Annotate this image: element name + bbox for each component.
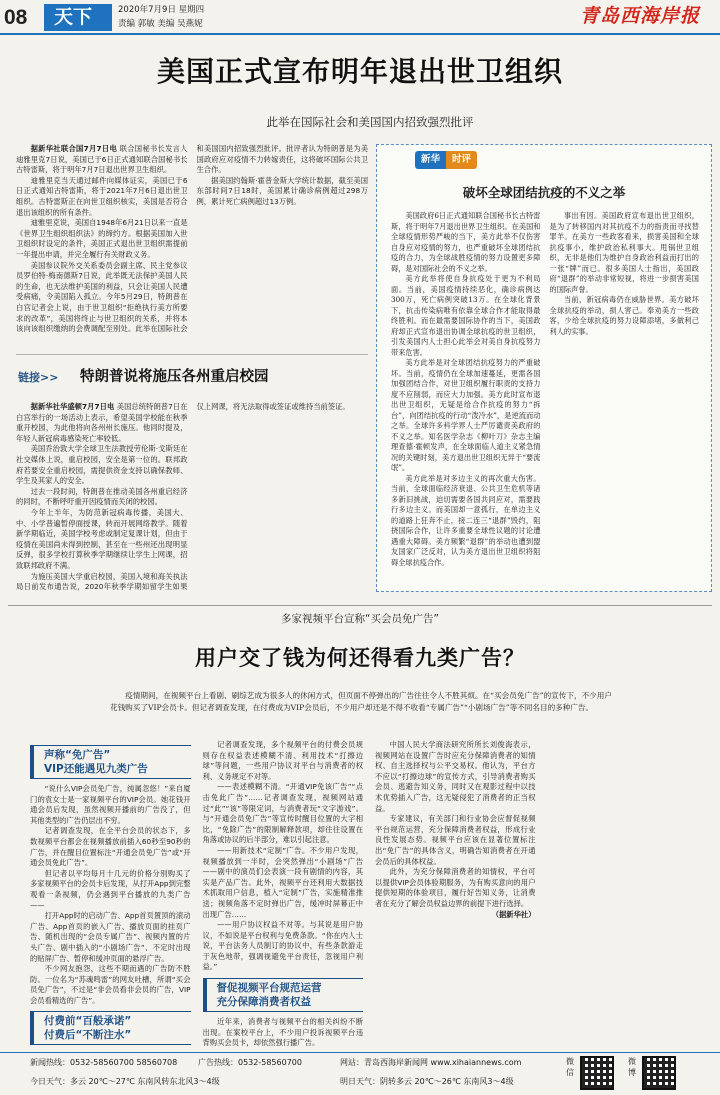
- paragraph-text: 中国人民大学商法研究所所长刘俊海表示，视频网站在设置广告时应充分保障消费者的知情权、自主选择权与公平交易权。他认为，平台方不应以“打擦边球”的宣传方式，引导消费者购买会员、逃避告知义务，同时又在观影过程中以技术优势插入广告，这无疑侵犯了消费者的正当权益。: [375, 740, 536, 813]
- paragraph-text: 美国总统特朗普7日在白宫举行的一场活动上表示，希望美国学校能在秋季重开校园，为此他将向各州州长施压。他同时提及，年轻人新冠病毒感染死亡率较低。: [16, 402, 188, 443]
- paragraph-text: 记者调查发现，多个视频平台的付费会员规则存在权益表述模糊不清、利用技术“打擦边球”等问题，一些用户协议对平台与消费者的权利、义务规定不对等。: [202, 740, 363, 781]
- article2-title: 特朗普说将施压各州重启校园: [80, 369, 269, 385]
- subheading-line: 付费后“不断注水”: [44, 1029, 132, 1042]
- subheading-line: 督促视频平台规范运营: [216, 982, 322, 995]
- footer-news-hotline: 新闻热线：0532-58560700 58560708: [30, 1058, 178, 1067]
- paragraph: [16, 508, 188, 572]
- paragraph-text: ——用新技术“定制”广告。不少用户发现，视频播放到一半时，会突然弹出“小剧场”广告——剧中的演员们会表演一段有剧情的内容，其实是产品广告。此外，视频平台还利用大数据技术抓取用户信息，植入“定制”广告，实施精准推送；视频角落不定时弹出广告，缓冲时屏幕正中出现广告……: [202, 845, 363, 919]
- commentary-tag: [415, 151, 477, 169]
- subheading-line: 充分保障消费者权益: [216, 996, 311, 1009]
- paragraph: [197, 176, 369, 208]
- paragraph: [375, 740, 536, 814]
- paragraph: [203, 1017, 364, 1049]
- article3-source: （据新华社）: [491, 909, 536, 919]
- paragraph-text: 专家建议，有关部门和行业协会应督促视频平台规范运营，充分保障消费者权益，形成行业良性发展态势。视频平台应该在显著位置标注出“免广告”的具体含义，明确告知消费者在开通会员后的具体权益。: [375, 814, 536, 866]
- paragraph-text: 此外，为充分保障消费者的知情权，平台可以提供VIP会员体验期服务，为有购买意向的用户提供短期的体验项目，履行好告知义务，让消费者在充分了解会员权益边界的前提下进行选择。: [375, 867, 536, 908]
- paragraph: [391, 274, 541, 358]
- paragraph-text: 迪雅里克当天通过邮件向媒体证实，美国已于6日正式通知古特雷斯，将于2021年7月6日退出世卫组织。古特雷斯正在向世卫组织核实，美国是否符合退出该组织的所有条件。: [16, 175, 188, 217]
- paragraph-text: 过去一段时间，特朗普在推动美国各州重启经济的同时，不断呼吁重开因疫情而关闭的校园。: [16, 486, 188, 507]
- subheading: [30, 1011, 191, 1045]
- masthead-logo: 青岛西海岸报: [580, 5, 701, 27]
- subheading-line: VIP还能遇见九类广告: [44, 763, 148, 775]
- paragraph: [375, 867, 536, 909]
- paragraph-text: 不少网友抱怨，这些不期而遇的广告防不胜防。一位名为“苏魂鸣雷”的网友吐槽，所谓“买会员免广告”，不过是“非会员看非会员的广告，VIP会员看精选的广告”。: [30, 964, 191, 1005]
- paragraph-text: “说什么VIP会员免广告，纯属忽悠！”来自厦门的袁女士是一家视频平台的VIP会员。她花钱开通会员后发现，虽然视频开播前的广告没了，但其他类型的广告仍层出不穷。: [30, 784, 191, 825]
- article3-kicker: 多家视频平台宣称“买会员免广告”: [281, 613, 439, 625]
- paragraph-text: 美方此举是对全球团结抗疫努力的严重破坏。当前，疫情仍在全球加速蔓延，更需各国加强团结合作，对世卫组织履行职责的支持力度不应削弱，而应大力加强。美方此时宣布退出世卫组织，无疑是给合作抗疫的努力“拆台”，向团结抗疫的行动“泼冷水”，是逆流而动之举。全球许多科学界人士严厉谴责美政府的不义之举。知名医学杂志《柳叶刀》杂志主编理查德·霍顿发声，在全球面临人道主义紧急情况的关键时刻，美方退出世卫组织无异于“要流氓”。: [391, 358, 541, 472]
- paragraph: [391, 211, 541, 274]
- dateline: 据新华社华盛顿7月7日电: [30, 402, 115, 411]
- article1-title: 美国正式宣布明年退出世卫组织: [156, 55, 563, 88]
- commentary-tag-left: 新华: [415, 151, 446, 169]
- commentary-box: [376, 144, 712, 592]
- paragraph: [550, 211, 700, 295]
- paragraph-text: 记者调查发现，在全平台会员的状态下，多数视频平台都会在视频播放前插入60秒至90秒的广告，并在醒目位置标注“开通会员免广告”或“开通会员免此广告”。: [30, 826, 191, 868]
- weibo-qr-icon: [642, 1056, 676, 1090]
- paragraph: [203, 740, 364, 782]
- paragraph-text: 今年上半年，为防范新冠病毒传播，美国大、中、小学普遍暂停面授课，转而开展网络教学。随着新学期临近，美国学校考虑或制定复课计划，但由于疫情在美国尚未得到控制，甚至在一些州还出现明显反弹，很多学校打算秋季学期继续让学生上网课，招致联邦政府不满。: [16, 507, 188, 570]
- commentary-title: 破坏全球团结抗疫的不义之举: [462, 185, 626, 200]
- header-editors: 责编 郭敏 美编 吴燕妮: [118, 19, 203, 29]
- subheading: [203, 978, 364, 1012]
- wechat-label: 微信: [566, 1057, 574, 1077]
- paragraph: [391, 474, 541, 569]
- paragraph-text: 近年来，消费者与视频平台的相关纠纷不断出现。在案校平台上，不少用户投诉视频平台违背购买会员卡，却依然强行播广告。: [202, 1017, 363, 1048]
- paragraph: [203, 782, 364, 846]
- subheading-line: 声称“免广告”: [44, 749, 111, 761]
- paragraph: [16, 444, 188, 486]
- paragraph: [550, 295, 700, 337]
- paragraph-text: 当前，新冠病毒仍在威胁世界。美方破坏全球抗疫的举动，损人害己。奉劝美方一些政客，少给全球抗疫的努力设障添堵，多做利己利人的实事。: [549, 295, 699, 336]
- commentary-tag-right: 时评: [446, 151, 477, 169]
- paragraph: [203, 846, 364, 920]
- paragraph-text: 美国参议院外交关系委员会副主席、民主党参议员罗伯特·梅南德斯7日说，此举既无法保护美国人民的生命，也无法维护美国的利益，只会让美国人民遭受病痛，令美国陷入孤立。今年5月29日，特朗普在白宫记者会上说，由于世卫组织“拒绝执行美方所要求的改革”，美国将终止与世卫组织的关系，并将本该向该组织缴纳的会费调配至别处。此举在国际社会和美国国内招致强烈批评。批评者认为特朗普是为美国政府应对疫情不力转嫁责任，这将破坏国际公共卫生合作。: [16, 144, 368, 334]
- article2-header: [16, 362, 368, 396]
- subheading: [30, 745, 191, 779]
- article3-body: [30, 740, 708, 1052]
- paragraph: [30, 826, 191, 868]
- paragraph: [16, 144, 188, 176]
- footer: [0, 1052, 720, 1095]
- subheading-line: 付费前“百般承诺”: [44, 1015, 132, 1028]
- dateline: 据新华社联合国7月7日电: [30, 144, 118, 153]
- paragraph: [16, 402, 188, 444]
- paragraph: [30, 964, 191, 1006]
- paragraph-text: 联合国秘书长发言人迪雅里克7日说，美国已于6日正式通知联合国秘书长古特雷斯，将于明年7月7日退出世界卫生组织。: [16, 144, 188, 175]
- paragraph-text: 事出有因。美国政府宣布退出世卫组织，是为了转移国内对其抗疫不力的指责而寻找替罪羊。在美方一些政客看来，损害美国和全球抗疫事小，维护政治私利事大。甩锅世卫组织，无非是他们为维护自身政治利益而打出的一张“牌”而已。很多美国人士指出，美国政府“退群”的举动非常短视，将进一步损害美国的国际声誉。: [549, 211, 699, 294]
- paragraph: [16, 218, 188, 260]
- paragraph: [16, 176, 188, 218]
- footer-weather-tomorrow: 明日天气：阴转多云 20℃～26℃ 东南风3～4级: [340, 1077, 514, 1086]
- paragraph-text: 美方此举是对多边主义的再次重大伤害。当前，全球面临经济衰退、公共卫生危机等诸多新旧挑战，迫切需要各国共同应对，需要践行多边主义。而美国却一意孤行，在单边主义的道路上狂奔不止，接二连三“退群”毁约，阻挠国际合作，让许多重要全球性议题的讨论遭遇重大障碍。美方频繁“退群”的举动也遭到盟友国家广泛反对，认为美方退出世卫组织将阻碍全球抗疫合作。: [391, 473, 541, 567]
- commentary-body: [391, 211, 699, 587]
- header-date: 2020年7月9日 星期四: [118, 5, 205, 15]
- paragraph-text: 据美国约翰斯·霍普金斯大学统计数据，截至美国东部时间7日18时，美国累计确诊病例超过298万例，累计死亡病例超过13万例。: [196, 175, 368, 206]
- article3-intro: 疫情期间，在视频平台上看剧、刷综艺成为很多人的休闲方式，但页面不停弹出的广告往往令人不胜其烦。在“买会员免广告”的宣传下，不少用户花钱购买了VIP会员卡。但记者调查发现，在付费成为VIP会员后，不少用户却还是不得不收看“专属广告”“小剧场广告”等不同名目的多种广告。: [110, 691, 612, 712]
- wechat-qr-icon: [580, 1056, 614, 1090]
- paragraph-text: 美国乔治敦大学全球卫生法教授劳伦斯·戈斯廷在社交媒体上说，重启校园，安全是第一位的。联邦政府若要安全重启校园，需提供资金支持以确保教师、学生及其家人的安全。: [16, 444, 188, 486]
- article1-subtitle: 此举在国际社会和美国国内招致强烈批评: [266, 115, 474, 129]
- footer-weather-today: 今日天气：多云 20℃～27℃ 东南风转东北风3～4级: [30, 1077, 220, 1086]
- paragraph: [30, 911, 191, 964]
- article2-link-tag: 链接>>: [18, 371, 59, 384]
- page-header: [0, 0, 720, 34]
- section-badge: 天下: [44, 4, 112, 31]
- paragraph-text: 为施压美国大学重启校园，美国入境和海关执法局日前发布通告说，2020年秋季学期如留学生如果仅上网课，将无法取得或签证或维持当前签证。: [16, 402, 350, 592]
- paragraph-text: 迪雅里克说，美国自1948年6月21日以来一直是《世界卫生组织组织法》的缔约方。根据美国加入世卫组织时设定的条件，美国正式退出世卫组织需提前一年提出申请，并完全履行有关财政义务。: [16, 218, 188, 259]
- paragraph: [30, 784, 191, 826]
- paragraph-text: ——表述模糊不清。“开通VIP免该广告”“点击免此广告”……记者调查发现，视频网站通过“此”“该”等限定词，与消费者玩“文字游戏”。与“开通会员免广告”等宣传时醒目位置的大字相比，“免除广告”的限制解释款项，却往往设置在角落或协议的后半部分，难以引起注意。: [202, 782, 363, 845]
- paragraph-text: 美方此举将使自身抗疫处于更为不利局面。当前，美国疫情持续恶化，确诊病例达300万，死亡病例突破13万。在全球化背景下，抗击传染病唯有依靠全球合作才能取得最终胜利。而在最需要国际协作的当下，美国政府却正式宣布退出协调全球抗疫的世卫组织，引发美国内人士担心此举会对美自身抗疫努力带来危害。: [391, 274, 541, 357]
- article1-body: [16, 144, 368, 344]
- paragraph-text: 打开App时的启动广告、App首页置顶的滚动广告、App首页的嵌入广告、播放页面的挂页广告、随机出现的“会员专属广告”、视频内置的片头广告、剧中插入的“小剧场广告”、不定时出现的贴屏广告、暂停和缓冲页面的悬浮广告。: [30, 911, 191, 963]
- paragraph: [203, 920, 364, 973]
- paragraph: [30, 869, 191, 911]
- paragraph-text: ——用户协议权益不对等。与其说是用户协议，不如说是平台权利与免费条款。“你在内人士说，平台法务人员制订的协议中，有些条款游走于灰色地带，强调视避免平台责任，忽视用户利益。”: [202, 920, 363, 972]
- paragraph: [16, 487, 188, 508]
- article2-body: [16, 402, 368, 598]
- article3-title: 用户交了钱为何还得看九类广告？: [195, 646, 525, 670]
- footer-ad-hotline: 广告热线：0532-58560700: [198, 1058, 302, 1067]
- paragraph: [391, 358, 541, 474]
- paragraph: [375, 814, 536, 867]
- footer-website: 网站：青岛西海岸新闻网 www.xihaiannews.com: [340, 1058, 522, 1067]
- weibo-label: 微博: [628, 1057, 636, 1077]
- paragraph-text: 但记者以平均每月十几元的价格分别购买了多家视频平台的会员卡后发现，从打开App到完整观看一条视频，仍会遇到平台播放的九类广告——: [30, 868, 191, 910]
- paragraph-text: 美国政府6日正式通知联合国秘书长古特雷斯，将于明年7月退出世界卫生组织。在美国和全球疫情形势严峻的当下，美方此举不仅伤害自身应对疫情的努力，也严重破坏全球团结抗疫的合力，为全球战胜疫情的努力设置更多障碍，是对国际社会的不义之举。: [391, 211, 541, 273]
- page-number: 08: [4, 6, 28, 29]
